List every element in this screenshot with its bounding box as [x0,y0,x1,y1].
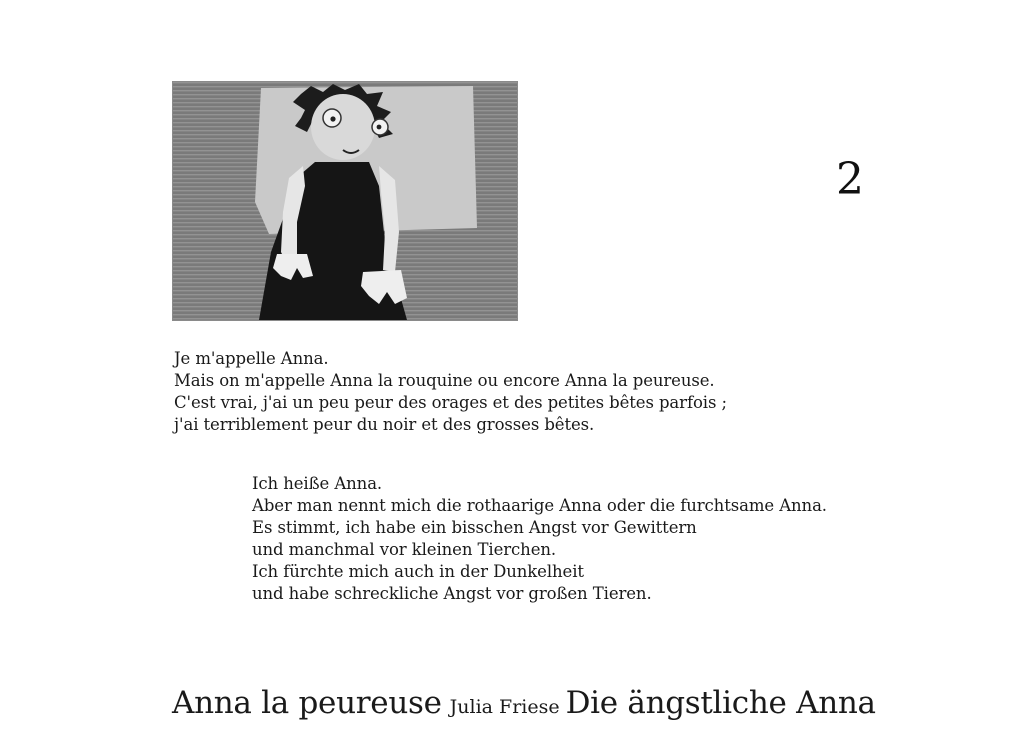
anna-drawing [173,82,518,321]
german-line: Aber man nennt mich die rothaarige Anna oder die furchtsame Anna. [252,496,827,515]
german-line: Ich fürchte mich auch in der Dunkelheit [252,562,584,581]
french-line: Je m'appelle Anna. [174,349,329,368]
french-line: C'est vrai, j'ai un peu peur des orages et des petites bêtes parfois ; [174,393,727,412]
anna-illustration [172,81,518,321]
german-line: und manchmal vor kleinen Tierchen. [252,540,557,559]
title-german: Die ängstliche Anna [565,685,876,721]
page-number: 2 [836,154,864,205]
german-line: Es stimmt, ich habe ein bisschen Angst vor Gewittern [252,518,697,537]
german-text [252,473,827,605]
french-text [174,348,727,436]
book-footer [172,685,876,721]
french-line: Mais on m'appelle Anna la rouquine ou encore Anna la peureuse. [174,371,715,390]
german-line: und habe schreckliche Angst vor großen Tieren. [252,584,652,603]
german-line: Ich heiße Anna. [252,474,383,493]
french-line: j'ai terriblement peur du noir et des grosses bêtes. [174,415,595,434]
author-name: Julia Friese [449,696,560,718]
title-french: Anna la peureuse [172,685,442,721]
